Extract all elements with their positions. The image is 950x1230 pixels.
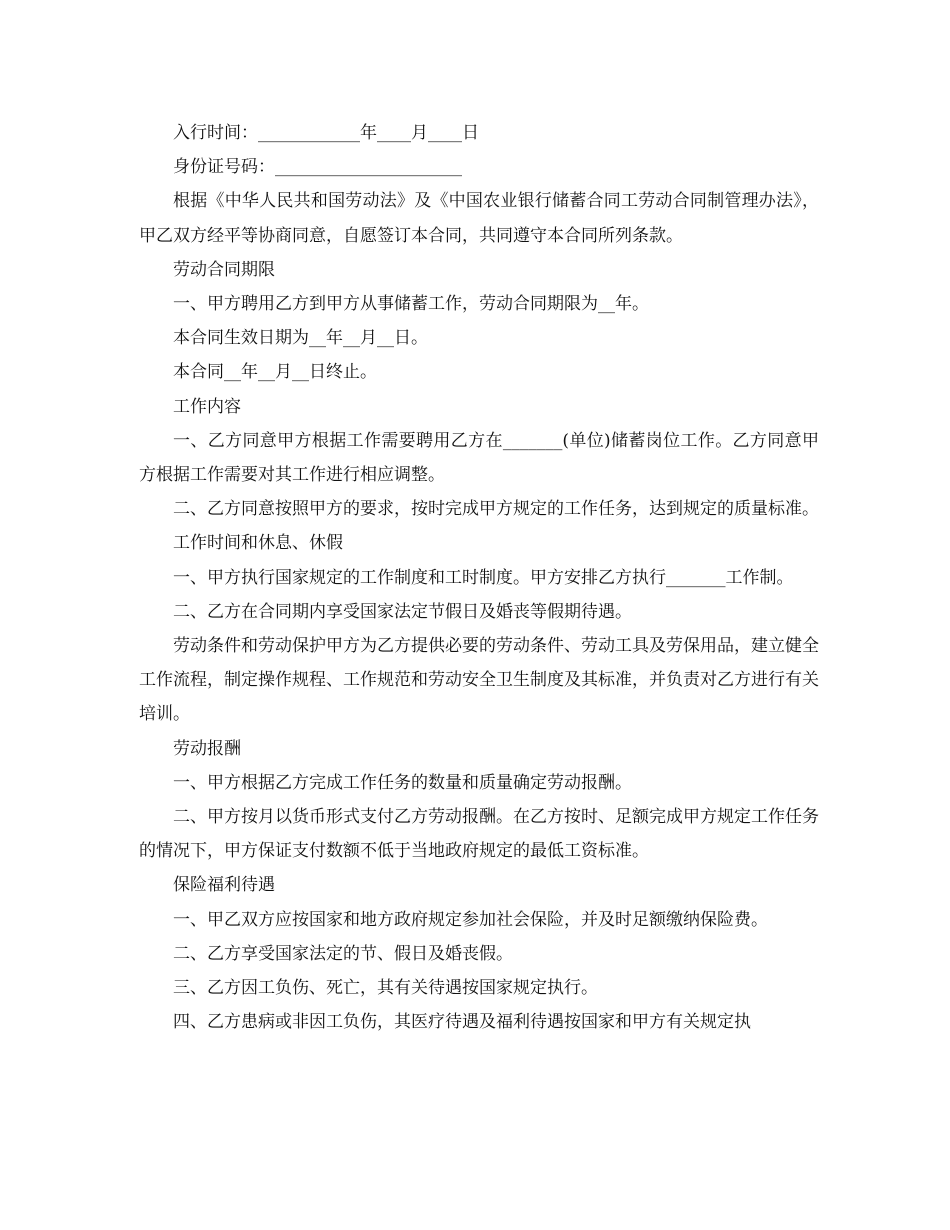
section-heading-contract-term: 劳动合同期限 bbox=[173, 259, 275, 280]
clause-insurance-4: 四、乙方患病或非因工负伤，其医疗待遇及福利待遇按国家和甲方有关规定执 bbox=[173, 1012, 751, 1033]
clause-effective-date: 本合同生效日期为__年__月__日。 bbox=[173, 328, 428, 349]
clause-job-1: 一、乙方同意甲方根据工作需要聘用乙方在_______(单位)储蓄岗位工作。乙方同意甲方根据工作需要对其工作进行相应调整。 bbox=[139, 430, 819, 486]
clause-hours-2: 二、乙方在合同期内享受国家法定节假日及婚丧等假期待遇。 bbox=[173, 601, 632, 622]
clause-hours-1: 一、甲方执行国家规定的工作制度和工时制度。甲方安排乙方执行_______工作制。 bbox=[173, 567, 794, 588]
clause-pay-1: 一、甲方根据乙方完成工作任务的数量和质量确定劳动报酬。 bbox=[173, 772, 632, 793]
clause-job-2: 二、乙方同意按照甲方的要求，按时完成甲方规定的工作任务，达到规定的质量标准。 bbox=[173, 499, 819, 520]
preamble-paragraph: 根据《中华人民共和国劳动法》及《中国农业银行储蓄合同工劳动合同制管理办法》，甲乙双方经平等协商同意，自愿签订本合同，共同遵守本合同所列条款。 bbox=[139, 191, 819, 246]
document-page bbox=[139, 116, 819, 1039]
clause-pay-2: 二、甲方按月以货币形式支付乙方劳动报酬。在乙方按时、足额完成甲方规定工作任务的情况下，甲方保证支付数额不低于当地政府规定的最低工资标准。 bbox=[139, 807, 819, 862]
clause-insurance-2: 二、乙方享受国家法定的节、假日及婚丧假。 bbox=[173, 943, 513, 964]
clause-insurance-1: 一、甲乙双方应按国家和地方政府规定参加社会保险，并及时足额缴纳保险费。 bbox=[173, 909, 768, 930]
entry-date-field: 入行时间：____________年____月____日 bbox=[173, 123, 479, 143]
clause-term-1: 一、甲方聘用乙方到甲方从事储蓄工作，劳动合同期限为__年。 bbox=[173, 294, 649, 315]
clause-labor-protection: 劳动条件和劳动保护甲方为乙方提供必要的劳动条件、劳动工具及劳保用品，建立健全工作流程，制定操作规程、工作规范和劳动安全卫生制度及其标准，并负责对乙方进行有关培训。 bbox=[139, 636, 819, 725]
section-heading-remuneration: 劳动报酬 bbox=[173, 738, 241, 759]
id-number-field: 身份证号码：______________________ bbox=[173, 157, 462, 178]
clause-insurance-3: 三、乙方因工负伤、死亡，其有关待遇按国家规定执行。 bbox=[173, 978, 598, 999]
section-heading-insurance: 保险福利待遇 bbox=[173, 875, 275, 896]
section-heading-job-content: 工作内容 bbox=[173, 396, 241, 417]
clause-termination-date: 本合同__年__月__日终止。 bbox=[173, 362, 377, 383]
section-heading-working-hours: 工作时间和休息、休假 bbox=[173, 533, 343, 554]
